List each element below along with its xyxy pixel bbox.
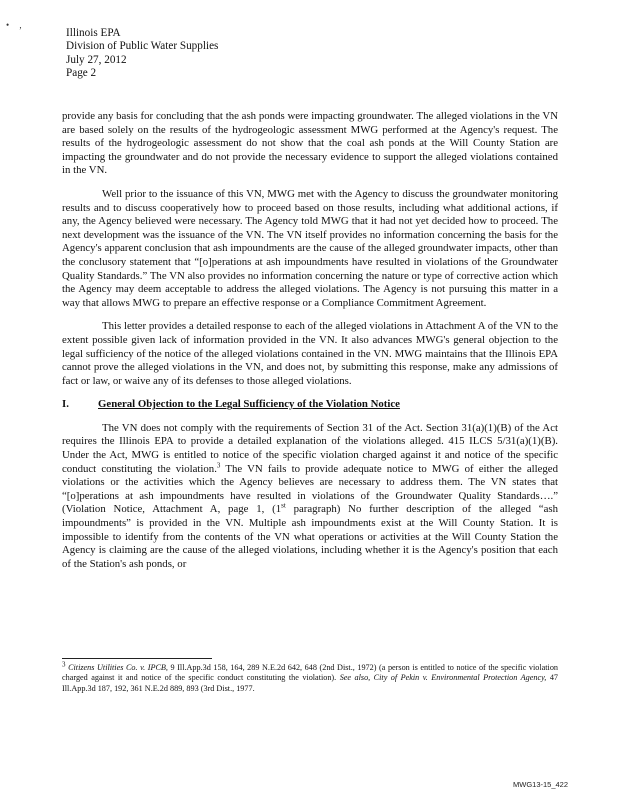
paragraph-continuation: provide any basis for concluding that the ash ponds were impacting groundwater. The alleged violations in the VN are based solely on the results of the hydrogeologic assessment MWG performed at the Agency's request. The results of the hydrogeologic assessment do not show that the coal ash ponds at the Will County Station are impacting the groundwater and do not provide the necessary evidence to support the alleged violations contained in the VN. — [62, 110, 558, 177]
footnote-text-2: 47 Ill.App.3d 187, 192, 361 N.E.2d 889, 893 (3rd Dist., 1977. — [62, 673, 559, 693]
footnote-see-also: See also, — [339, 673, 371, 683]
footnote-divider — [62, 658, 212, 659]
paragraph-general-objection — [62, 422, 558, 572]
paragraph-response-scope: This letter provides a detailed response to each of the alleged violations in Attachment A of the VN to the extent possible given lack of information provided in the VN. It also advances MWG's general objection to the legal sufficiency of the notice of the alleged violations contained in the VN. MWG maintains that the Illinois EPA cannot prove the alleged violations in the VN, and does not, by submitting this response, make any admissions of fact or law, or waive any of its defenses to those alleged violations. — [62, 320, 558, 387]
footnote-case-citation-2: City of Pekin v. Environmental Protection Agency, — [370, 673, 547, 683]
section-title: General Objection to the Legal Sufficiency of the Violation Notice — [98, 398, 400, 411]
section-number: I. — [62, 398, 69, 411]
footnote-case-citation: Citizens Utilities Co. v. IPCB, — [68, 663, 168, 672]
scan-marks: • , — [6, 20, 26, 30]
letter-body — [62, 110, 558, 581]
footnote-reference: 3 — [216, 461, 221, 470]
objection-text-part3: paragraph) No further description of the alleged “ash impoundments” is provided in the VN. Multiple ash impoundments exist at the Will County Station. It is impossible to identify from the contents of the VN what operations or activities at the Will County Station the Agency is claiming are the cause of the alleged violations, including whether it is the Agency's position that each of the Station's ash ponds, or — [62, 503, 558, 570]
letter-header — [66, 27, 218, 81]
footnote-text: 9 Ill.App.3d 158, 164, 289 N.E.2d 642, 648 (2nd Dist., 1972) (a person is entitled to notice of the specific violation charged against it and notice of the specific conduct constituting the violation). — [62, 663, 559, 683]
paragraph-prior-meeting: Well prior to the issuance of this VN, MWG met with the Agency to discuss the groundwater monitoring results and to discuss cooperatively how to proceed based on those results, including what additional actions, if any, the Agency believed were necessary. The Agency told MWG that it had not yet decided how to proceed. The next development was the issuance of the VN. The VN itself provides no information concerning the basis for the Agency's apparent conclusion that ash impoundments are the cause of the alleged groundwater impacts, other than the conclusory statement that “[o]perations at ash impoundments have resulted in violations of the Groundwater Quality Standards.” The VN also provides no information concerning the nature or type of corrective action which the Agency may deem acceptable to address the alleged violations. The Agency is not pursuing this matter in a way that allows MWG to prepare an effective response or a Compliance Commitment Agreement. — [62, 187, 558, 309]
section-heading — [62, 398, 558, 412]
ordinal-superscript: st — [281, 501, 286, 510]
header-agency: Illinois EPA — [66, 27, 121, 39]
header-date: July 27, 2012 — [66, 53, 127, 66]
footnote — [62, 660, 559, 694]
header-page-number: Page 2 — [66, 67, 97, 80]
header-division: Division of Public Water Supplies — [66, 40, 219, 53]
bates-number: MWG13-15_422 — [513, 780, 569, 789]
objection-text-part1: The VN does not comply with the requirements of Section 31 of the Act. Section 31(a)(1)(B) of the Act requires the Illinois EPA to provide a detailed explanation of the violations alleged. 415 ILCS 5/31(a)(1)(B). Under the Act, MWG is entitled to notice of the specific violation charged against it and notice of the specific conduct constituting the violation. — [62, 421, 558, 475]
objection-text-part2: The VN fails to provide adequate notice to MWG of either the alleged violations or the activities which the Agency believes are necessary to address them. The VN states that “[o]perations at ash impoundments have resulted in violations of the Groundwater Quality Standards….” (Violation Notice, Attachment A, page 1, (1 — [62, 462, 558, 516]
footnote-number: 3 — [62, 660, 66, 669]
